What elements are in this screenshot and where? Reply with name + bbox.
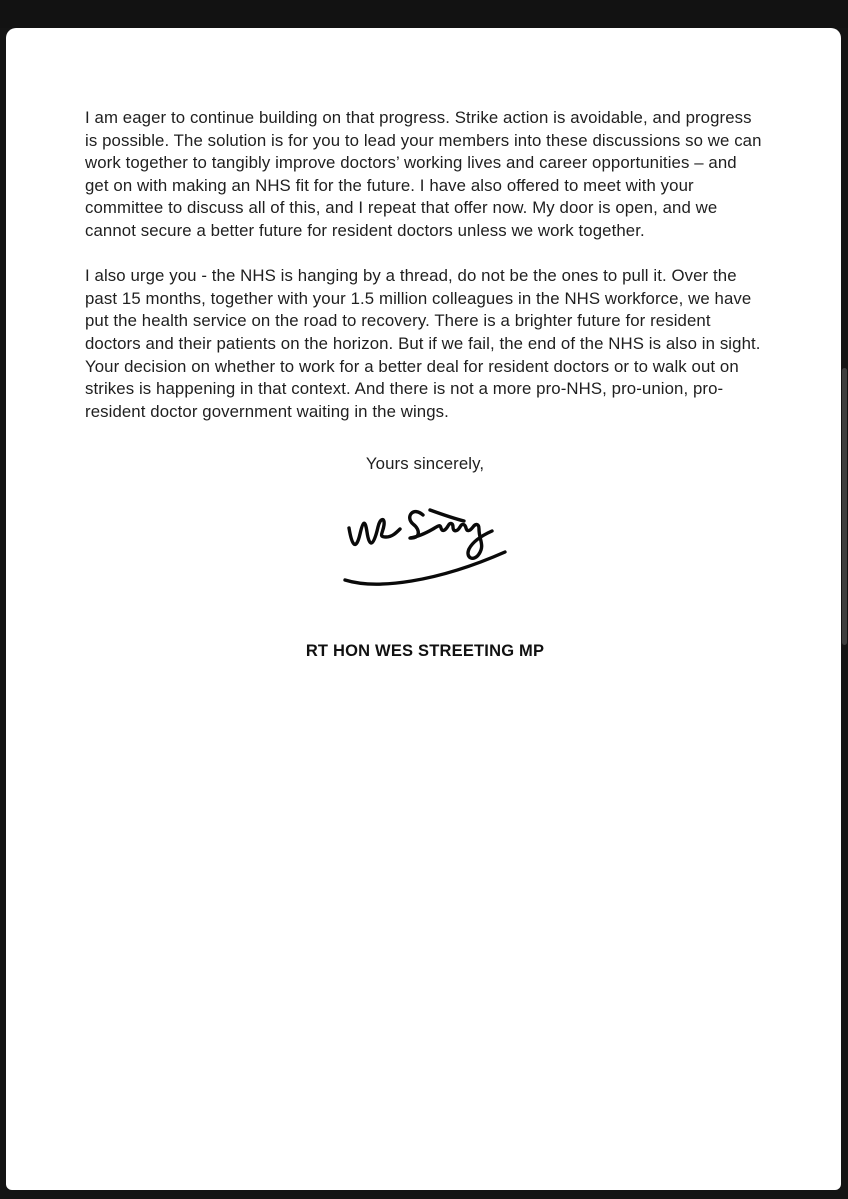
paragraph-urge: I also urge you - the NHS is hanging by a thread, do not be the ones to pull it. Over the past 15 months, together with your 1.5 million colleagues in the NHS workforce, we have put the health service on the road to recovery. There is a brighter future for resident doctors and their patients on the horizon. But if we fail, the end of the NHS is also in sight. Your decision on whether to work for a better deal for resident doctors or to walk out on strikes is happening in that context. And there is not a more pro-NHS, pro-union, pro-resident doctor government waiting in the wings. [85,266,761,421]
scrollbar-thumb[interactable] [842,368,847,645]
letter-body [6,28,841,663]
handwritten-signature [335,494,515,598]
signatory-name: RT HON WES STREETING MP [305,641,545,660]
closing-block [85,453,765,662]
letter-page [6,28,841,1190]
paragraph-progress: I am eager to continue building on that progress. Strike action is avoidable, and progress is possible. The solution is for you to lead your members into these discussions so we can work together to tangibly improve doctors’ working lives and career opportunities – and get on with making an NHS fit for the future. I have also offered to meet with your committee to discuss all of this, and I repeat that offer now. My door is open, and we cannot secure a better future for resident doctors unless we work together. [85,108,762,240]
closing-salutation: Yours sincerely, [365,454,485,474]
viewer-top-bar [0,0,848,28]
